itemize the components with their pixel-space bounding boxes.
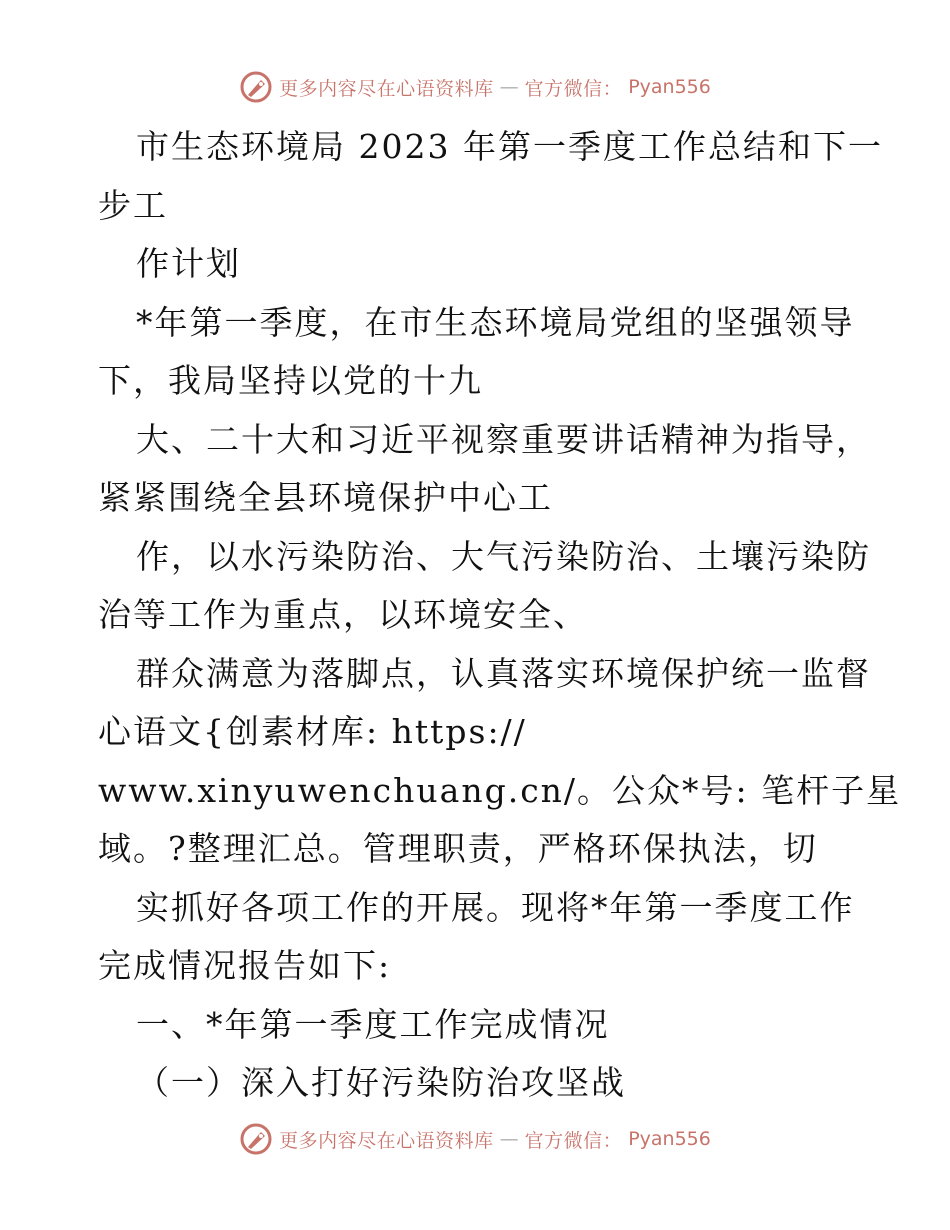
paragraph-line: 紧紧围绕全县环境保护中心工: [98, 478, 553, 517]
paragraph-line: *年第一季度，在市生态环境局党组的坚强领导: [136, 302, 855, 342]
paragraph-line: 大、二十大和习近平视察重要讲话精神为指导，: [136, 419, 871, 459]
header-watermark: [0, 70, 950, 104]
paragraph-line: 心语文{创素材库: https://: [98, 712, 527, 751]
paragraph-line: www.xinyuwenchuang.cn/。公众*号: 笔杆子星: [98, 770, 902, 810]
pen-nib-logo-icon: [239, 70, 273, 104]
title-line-2: 步工: [98, 185, 168, 225]
document-body: [98, 118, 902, 1113]
paragraph-line: 治等工作为重点，以环境安全、: [98, 595, 588, 634]
pen-nib-logo-icon: [239, 1122, 273, 1156]
paragraph-line: 作，以水污染防治、大气污染防治、土壤污染防: [136, 536, 871, 576]
watermark-id: Pyan556: [628, 76, 711, 98]
section-heading: 一、*年第一季度工作完成情况: [136, 1004, 610, 1044]
paragraph-line: 实抓好各项工作的开展。现将*年第一季度工作: [136, 887, 855, 927]
watermark-text: 更多内容尽在心语资料库: [279, 1129, 494, 1152]
paragraph-line: 下，我局坚持以党的十九: [98, 361, 483, 400]
paragraph-line: 域。?整理汇总。管理职责，严格环保执法，切: [98, 829, 818, 868]
watermark-separator: —: [499, 76, 519, 98]
subsection-heading: （一）深入打好污染防治攻坚战: [136, 1063, 626, 1102]
footer-watermark: [0, 1122, 950, 1156]
paragraph-line: 群众满意为落脚点，认真落实环境保护统一监督: [136, 653, 871, 693]
title-line-1: 市生态环境局 2023 年第一季度工作总结和下一: [136, 127, 883, 166]
title-line-3: 作计划: [136, 244, 241, 283]
watermark-separator: —: [499, 1128, 519, 1150]
watermark-text: 更多内容尽在心语资料库: [279, 77, 494, 100]
watermark-suffix: 官方微信：: [524, 1129, 623, 1152]
watermark-suffix: 官方微信：: [524, 77, 623, 100]
paragraph-line: 完成情况报告如下:: [98, 946, 392, 985]
watermark-id: Pyan556: [628, 1128, 711, 1150]
